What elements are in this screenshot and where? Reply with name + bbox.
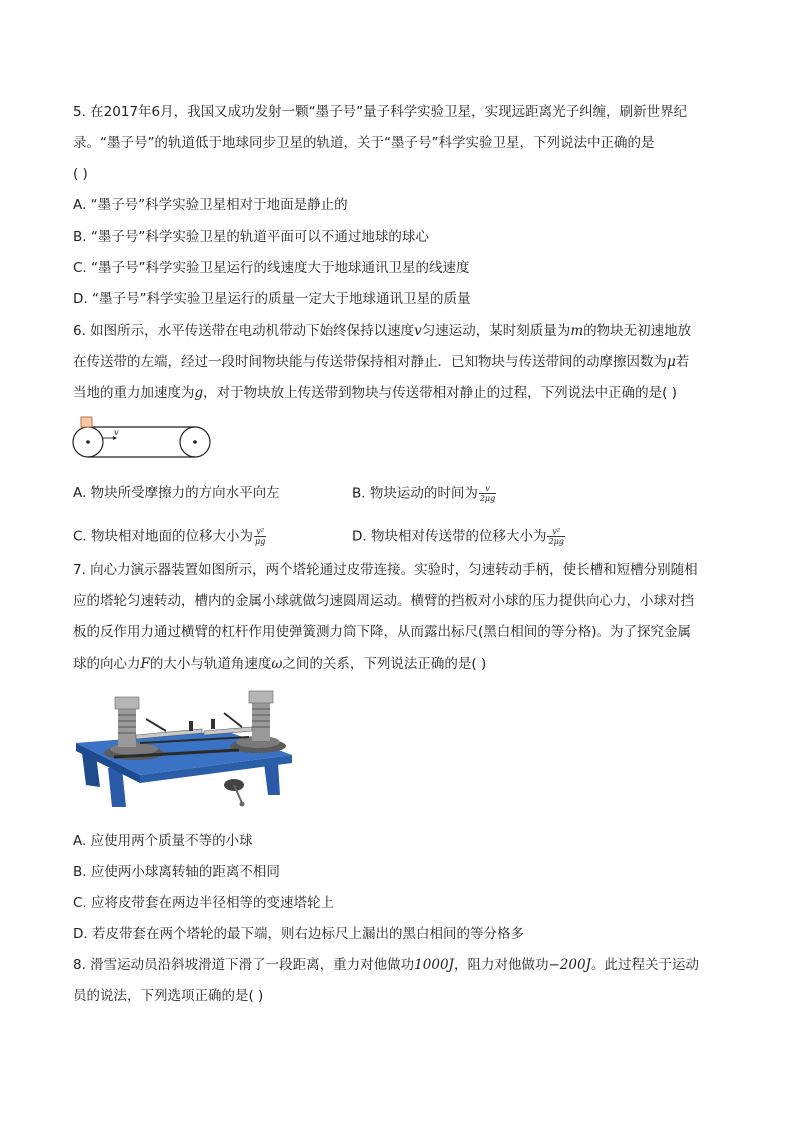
q7-stem-line-2: 应的塔轮匀速转动，槽内的金属小球就做匀速圆周运动。横臂的挡板对小球的压力提供向心力，小球对挡 [73,593,694,609]
q5-stem-line-2: 录。“墨子号”的轨道低于地球同步卫星的轨道，关于“墨子号”科学实验卫星，下列说法中正确的是 [73,135,655,151]
q6-stem-line-2: 在传送带的左端，经过一段时间物块能与传送带保持相对静止．已知物块与传送带间的动摩擦因数为μ若 [73,354,690,370]
q6-option-b-fraction: $\frac{v}{2\mu g}$ [479,484,496,503]
q8-stem-line-1: 8. 滑雪运动员沿斜坡滑道下滑了一段距离，重力对他做功1000J，阻力对他做功−200J。此过程关于运动 [73,957,699,973]
q7-option-b: B. 应使两小球离转轴的距离不相同 [73,864,280,880]
q7-option-d: D. 若皮带套在两个塔轮的最下端，则右边标尺上漏出的黑白相间的等分格多 [73,926,524,942]
q6-stem-line-1: 6. 如图所示，水平传送带在电动机带动下始终保持以速度v匀速运动，某时刻质量为m的物块无初速地放 [73,323,692,339]
q8-stem-line-2: 员的说法，下列选项正确的是( ) [73,988,264,1004]
q7-option-a: A. 应使用两个质量不等的小球 [73,833,253,849]
q7-stem-line-3: 板的反作用力通过横臂的杠杆作用使弹簧测力筒下降，从而露出标尺(黑白相间的等分格)。为了探究金属 [73,624,692,640]
q5-option-b: B. “墨子号”科学实验卫星的轨道平面可以不通过地球的球心 [73,229,429,245]
centripetal-force-apparatus-image [74,683,296,815]
q7-option-c: C. 应将皮带套在两边半径相等的变速塔轮上 [73,895,335,911]
q5-option-c: C. “墨子号”科学实验卫星运行的线速度大于地球通讯卫星的线速度 [73,260,470,276]
q6-option-c: C. 物块相对地面的位移大小为 $\frac{\text{v²}}{\mu g}$ [73,527,266,546]
q6-option-a: A. 物块所受摩擦力的方向水平向左 [73,485,280,501]
q5-stem-line-1: 5. 在2017年6月，我国又成功发射一颗“墨子号”量子科学实验卫星，实现远距离光子纠缠，刷新世界纪 [73,104,688,120]
q6-option-c-fraction: $\frac{\text{v²}}{\mu g}$ [255,527,266,546]
q6-option-b: B. 物块运动的时间为 $\frac{v}{2\mu g}$ [352,484,496,503]
q5-stem-line-3: ( ) [73,166,88,182]
q7-stem-line-4: 球的向心力F的大小与轨道角速度ω之间的关系，下列说法正确的是( ) [73,656,487,672]
conveyor-belt-figure [70,414,215,462]
q6-option-d: D. 物块相对传送带的位移大小为 $\frac{\text{v²}}{2\mu g}$ [352,527,564,546]
conveyor-velocity-label: v [114,428,119,437]
q6-stem-line-3: 当地的重力加速度为g，对于物块放上传送带到物块与传送带相对静止的过程，下列说法中正确的是( ) [73,385,677,401]
q6-option-d-fraction: $\frac{\text{v²}}{2\mu g}$ [548,527,564,546]
q5-option-a: A. “墨子号”科学实验卫星相对于地面是静止的 [73,197,348,213]
q7-stem-line-1: 7. 向心力演示器装置如图所示，两个塔轮通过皮带连接。实验时，匀速转动手柄，使长槽和短槽分别随相 [73,562,698,578]
q5-option-d: D. “墨子号”科学实验卫星运行的质量一定大于地球通讯卫星的质量 [73,291,471,307]
